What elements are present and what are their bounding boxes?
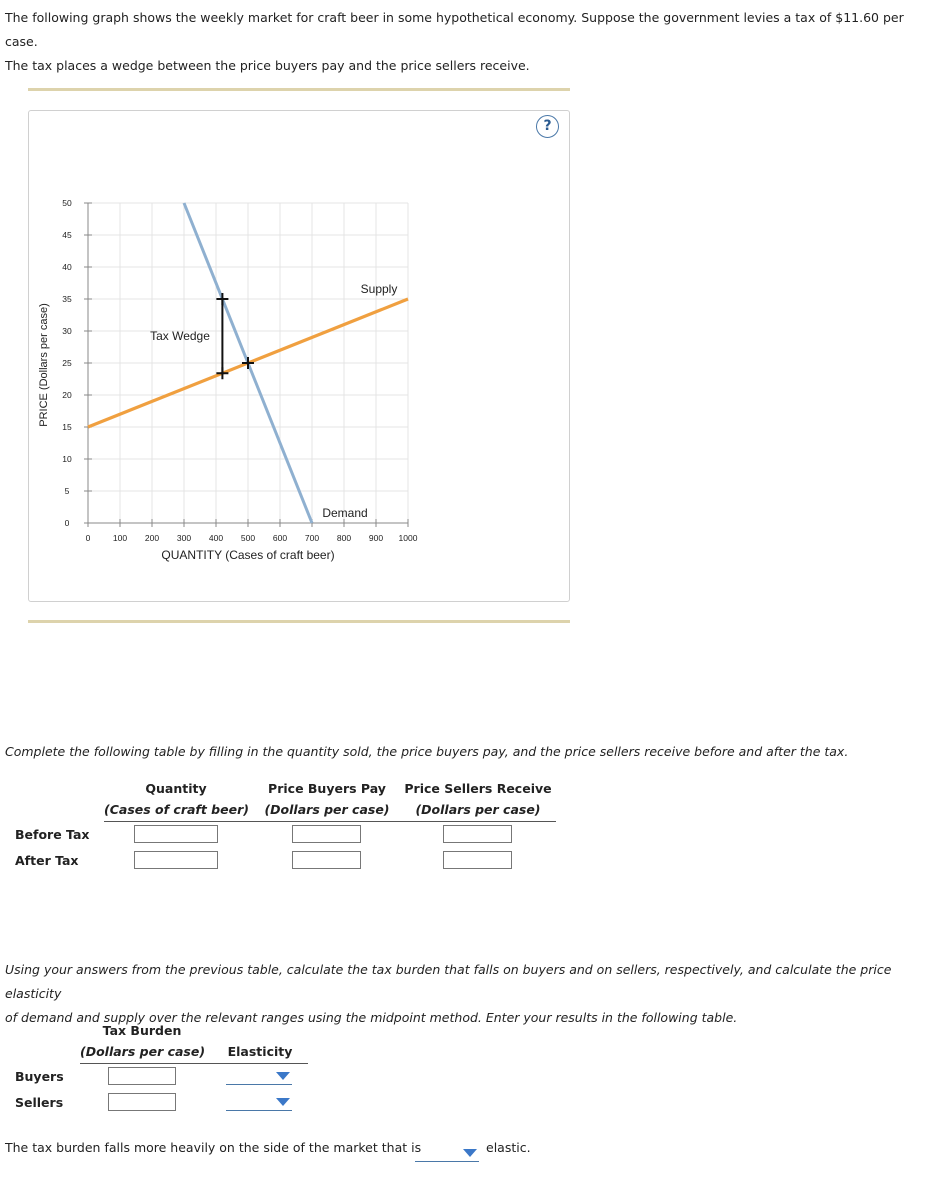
y-axis-label: PRICE (Dollars per case) [38, 303, 50, 427]
x-tick-label: 700 [304, 533, 320, 543]
before-tax-label: Before Tax [15, 827, 90, 842]
quantity-subheader: (Cases of craft beer) [104, 802, 249, 817]
supply-label: Supply [360, 282, 398, 296]
table2-instruction [5, 958, 935, 1030]
sellers-price-marker [216, 367, 228, 379]
y-tick-label: 10 [62, 454, 72, 464]
before-tax-quantity-input[interactable] [134, 825, 218, 843]
before-tax-buyers-price-input[interactable] [292, 825, 361, 843]
bottom-divider [28, 620, 570, 623]
table1-header-rule [104, 821, 556, 822]
intro-line-1: The following graph shows the weekly market for craft beer in some hypothetical economy. Suppose the government levies a tax of $11.60 per case. [5, 10, 904, 49]
after-tax-sellers-price-input[interactable] [443, 851, 512, 869]
sellers-label: Sellers [15, 1095, 64, 1110]
y-tick-label: 5 [64, 486, 70, 496]
x-tick-label: 800 [336, 533, 352, 543]
demand-label: Demand [322, 506, 368, 520]
after-tax-label: After Tax [15, 853, 79, 868]
sellers-receive-subheader: (Dollars per case) [415, 802, 541, 817]
x-tick-labels [86, 533, 418, 543]
demand-elasticity-dropdown[interactable] [226, 1066, 292, 1085]
chevron-down-icon [276, 1098, 290, 1106]
heavier-side-dropdown[interactable] [415, 1143, 479, 1162]
tax-wedge-label: Tax Wedge [150, 329, 210, 343]
final-sentence-suffix: elastic. [486, 1140, 531, 1155]
sellers-tax-burden-input[interactable] [108, 1093, 176, 1111]
table1-instruction: Complete the following table by filling in the quantity sold, the price buyers pay, and the price sellers receive before and after the tax. [5, 744, 849, 759]
y-tick-label: 40 [62, 262, 72, 272]
x-tick-label: 200 [144, 533, 160, 543]
chevron-down-icon [463, 1149, 477, 1157]
x-tick-label: 400 [208, 533, 224, 543]
buyers-tax-burden-input[interactable] [108, 1067, 176, 1085]
sellers-receive-header: Price Sellers Receive [404, 781, 552, 796]
after-tax-buyers-price-input[interactable] [292, 851, 361, 869]
x-tick-label: 500 [240, 533, 256, 543]
help-icon[interactable]: ? [536, 115, 559, 138]
before-tax-sellers-price-input[interactable] [443, 825, 512, 843]
y-tick-label: 45 [62, 230, 72, 240]
intro-line-2: The tax places a wedge between the price buyers pay and the price sellers receive. [5, 58, 530, 73]
x-axis-label: QUANTITY (Cases of craft beer) [161, 548, 335, 562]
tax-burden-header: Tax Burden [102, 1023, 182, 1038]
buyers-label: Buyers [15, 1069, 64, 1084]
final-sentence [5, 1140, 421, 1155]
x-tick-label: 300 [176, 533, 192, 543]
x-tick-label: 100 [112, 533, 128, 543]
elasticity-header: Elasticity [227, 1044, 293, 1059]
buyers-price-marker [216, 293, 228, 305]
y-tick-label: 25 [62, 358, 72, 368]
y-tick-label: 15 [62, 422, 72, 432]
buyers-pay-subheader: (Dollars per case) [264, 802, 390, 817]
chevron-down-icon [276, 1072, 290, 1080]
x-tick-label: 1000 [398, 533, 418, 543]
y-tick-labels [62, 198, 72, 528]
buyers-pay-header: Price Buyers Pay [268, 781, 386, 796]
y-tick-label: 35 [62, 294, 72, 304]
table2-instruction-line-1: Using your answers from the previous table, calculate the tax burden that falls on buyers and on sellers, respectively, and calculate the price elasticity [5, 962, 892, 1001]
y-tick-label: 20 [62, 390, 72, 400]
y-tick-label: 30 [62, 326, 72, 336]
equilibrium-marker [242, 357, 254, 369]
x-tick-label: 0 [85, 533, 91, 543]
table2-instruction-line-2: of demand and supply over the relevant ranges using the midpoint method. Enter your results in the following table. [5, 1010, 738, 1025]
final-sentence-prefix: The tax burden falls more heavily on the side of the market that is [5, 1140, 422, 1155]
table2-header-rule [80, 1063, 308, 1064]
y-tick-label: 50 [62, 198, 72, 208]
x-tick-label: 600 [272, 533, 288, 543]
tax-burden-subheader: (Dollars per case) [80, 1044, 206, 1059]
after-tax-quantity-input[interactable] [134, 851, 218, 869]
quantity-header: Quantity [145, 781, 207, 796]
supply-elasticity-dropdown[interactable] [226, 1092, 292, 1111]
y-tick-label: 0 [64, 518, 70, 528]
x-tick-label: 900 [368, 533, 384, 543]
